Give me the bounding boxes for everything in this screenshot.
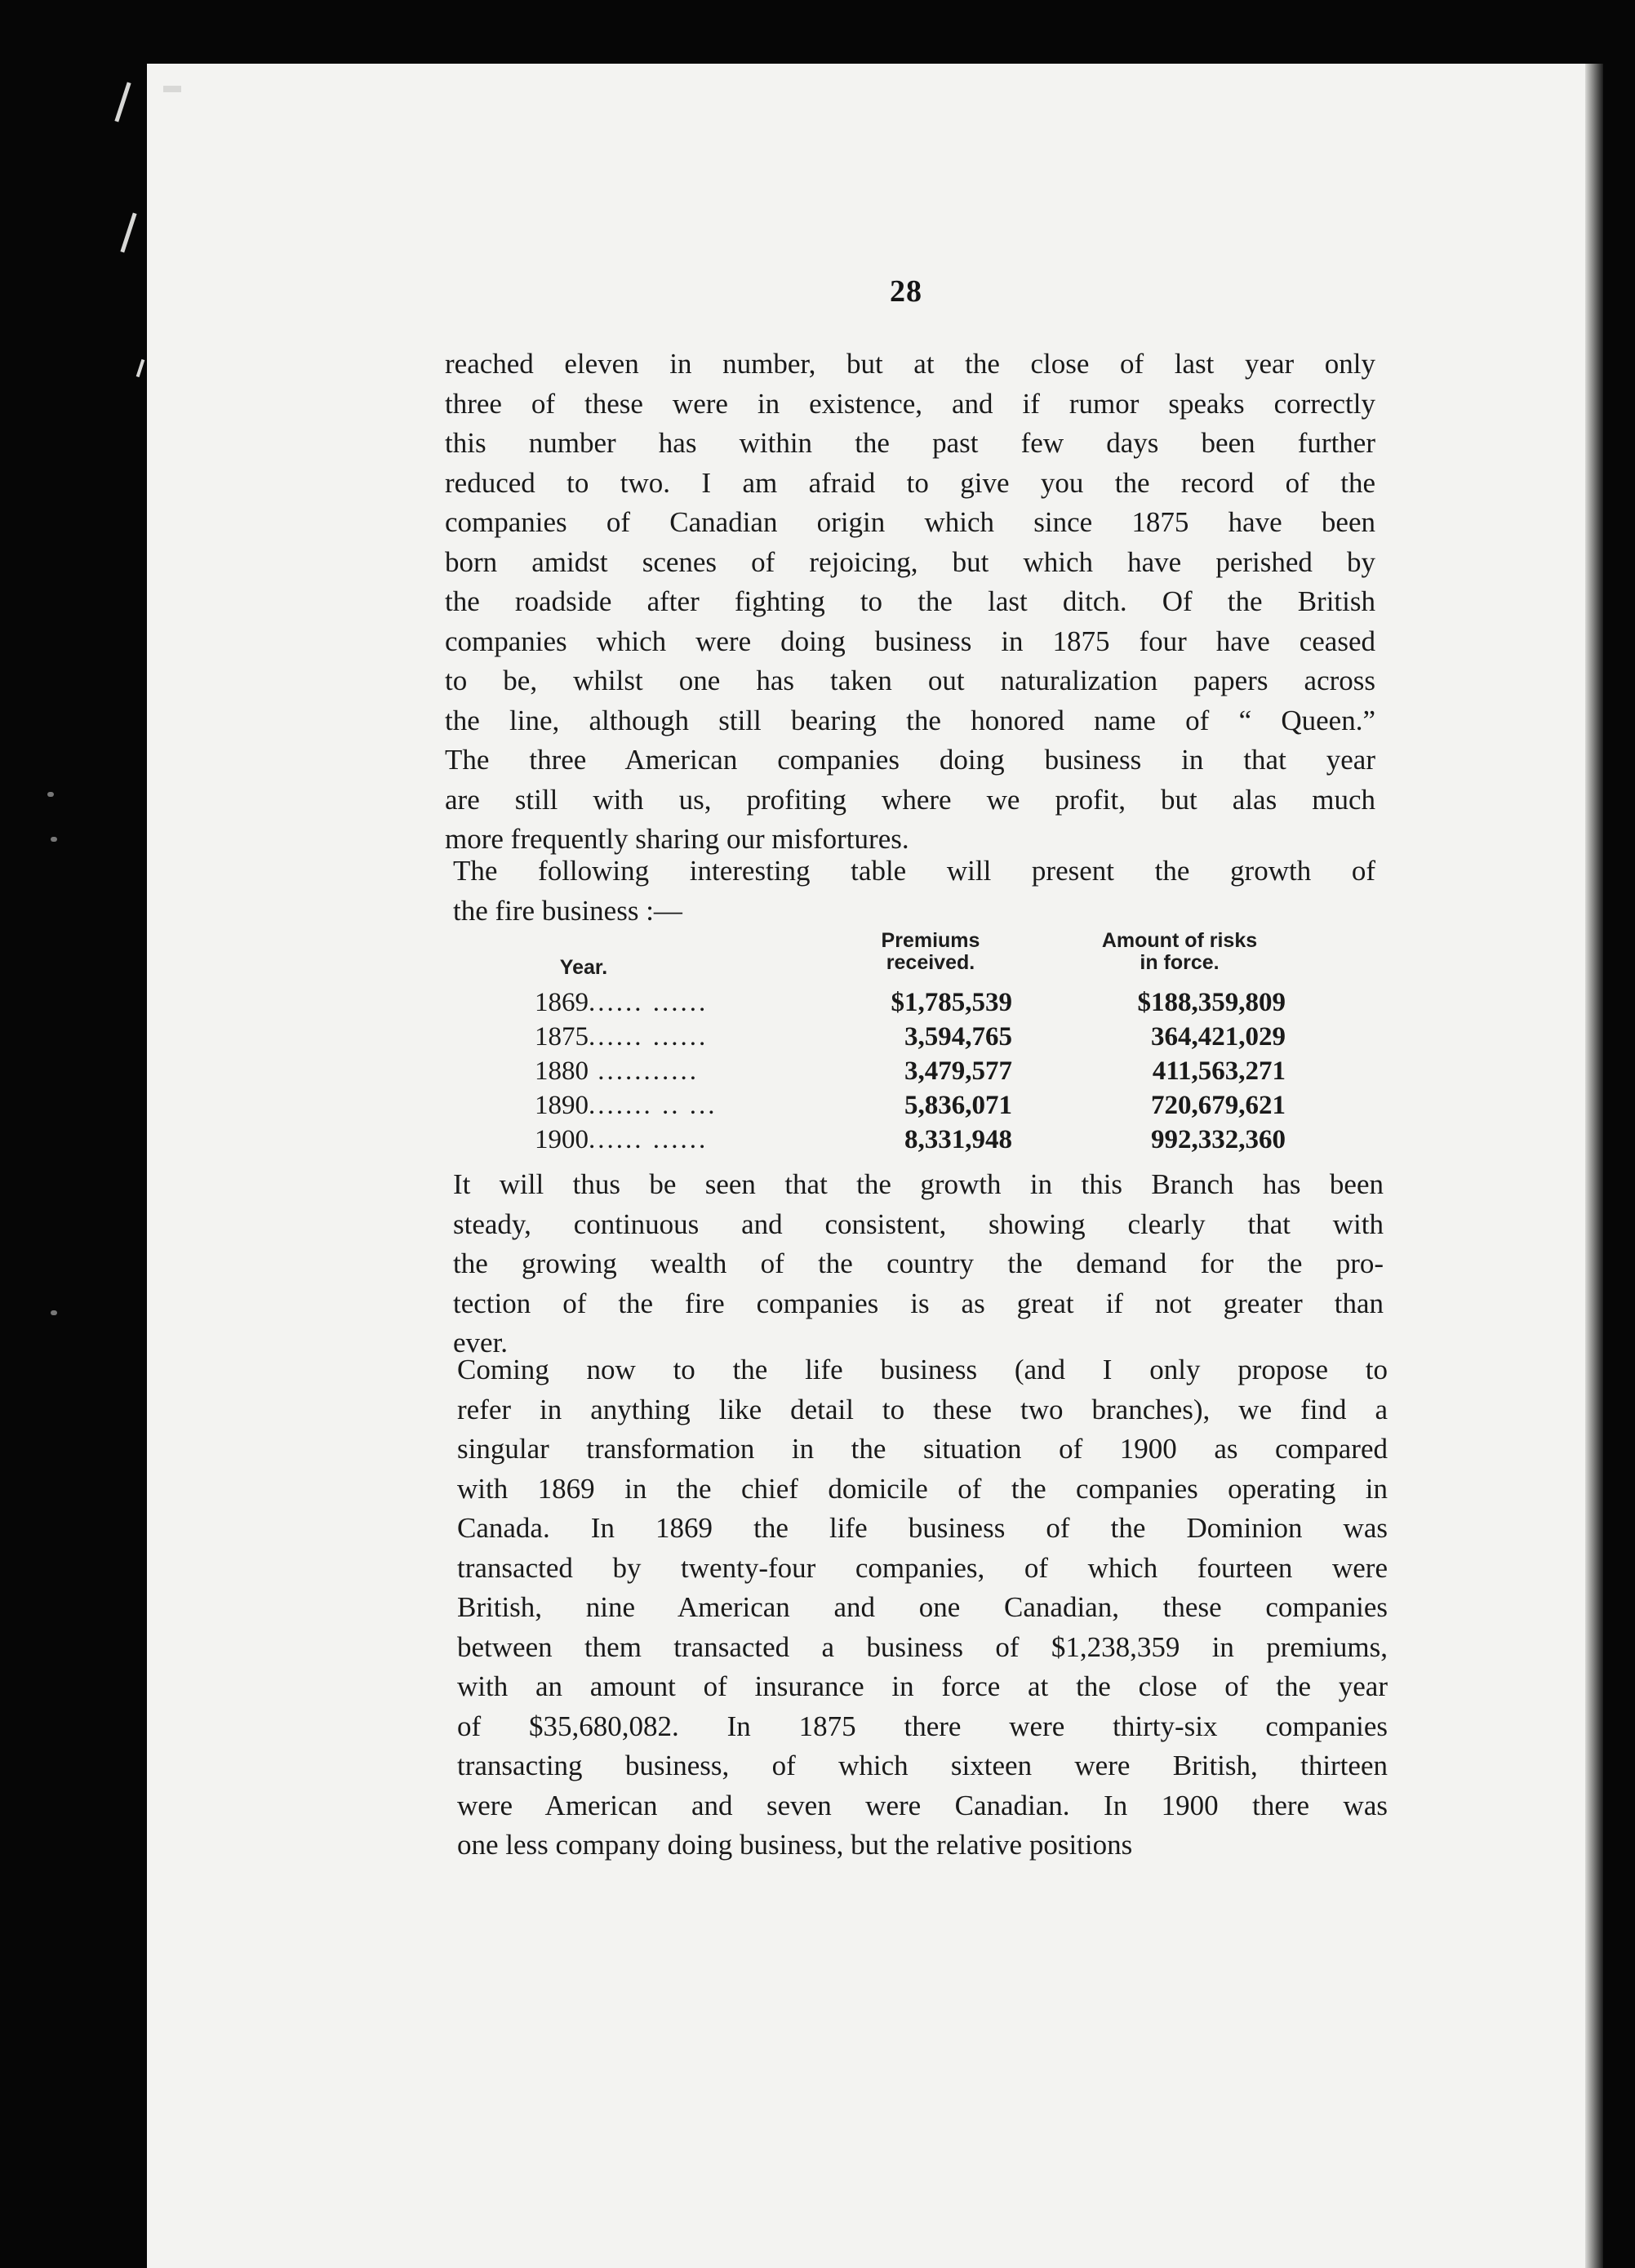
margin-pencil-mark xyxy=(114,82,131,122)
text-line: The following interesting table will present the growth of xyxy=(453,855,1375,887)
table-cell-premiums: 8,331,948 xyxy=(904,1125,1012,1154)
table-header-year: Year. xyxy=(559,956,608,979)
text-line: three of these were in existence, and if rumor speaks correctly xyxy=(445,387,1375,420)
text-line: reduced to two. I am afraid to give you the record of the xyxy=(445,466,1375,499)
text-line: transacting business, of which sixteen were British, thirteen xyxy=(457,1750,1388,1781)
table-cell-year: 1869...... ...... xyxy=(535,988,709,1017)
text-line: one less company doing business, but the relative positions xyxy=(457,1829,1133,1861)
text-line: the growing wealth of the country the demand for the pro- xyxy=(453,1247,1384,1279)
text-line: companies of Canadian origin which since 1875 have been xyxy=(445,506,1375,538)
text-line: the line, although still bearing the honored name of “ Queen.” xyxy=(445,704,1375,736)
text-line: ever. xyxy=(453,1327,509,1359)
table-cell-year: 1875...... ...... xyxy=(535,1022,709,1052)
text-line: born amidst scenes of rejoicing, but which have perished by xyxy=(445,545,1375,578)
margin-pencil-mark xyxy=(120,212,136,252)
text-line: with an amount of insurance in force at the close of the year xyxy=(457,1670,1388,1702)
table-cell-amount: 720,679,621 xyxy=(1151,1091,1286,1120)
table-header-premiums: Premiums xyxy=(881,929,980,952)
text-line: It will thus be seen that the growth in this Branch has been xyxy=(453,1168,1384,1200)
text-line: with 1869 in the chief domicile of the companies operating in xyxy=(457,1472,1388,1505)
text-line: transacted by twenty-four companies, of which fourteen were xyxy=(457,1551,1388,1584)
table-cell-year: 1890....... .. ... xyxy=(535,1091,718,1120)
table-cell-year: 1900...... ...... xyxy=(535,1125,709,1154)
table-header-premiums-sub: received. xyxy=(886,951,975,974)
margin-pencil-mark xyxy=(163,86,181,92)
table-cell-amount: 364,421,029 xyxy=(1151,1022,1286,1052)
text-line: tection of the fire companies is as great if not greater than xyxy=(453,1287,1384,1319)
table-cell-amount: $188,359,809 xyxy=(1137,988,1286,1017)
table-cell-premiums: 3,479,577 xyxy=(904,1056,1012,1086)
scan-speck xyxy=(47,792,54,797)
text-line: British, nine American and one Canadian, these companies xyxy=(457,1591,1388,1623)
paragraph-3 xyxy=(453,1165,1384,1363)
paragraph-1 xyxy=(445,345,1375,860)
page-edge-shadow xyxy=(1585,64,1603,2268)
text-line: The three American companies doing business in that year xyxy=(445,744,1375,776)
table-cell-amount: 411,563,271 xyxy=(1152,1056,1286,1086)
text-line: to be, whilst one has taken out naturalization papers across xyxy=(445,665,1375,696)
text-line: singular transformation in the situation of 1900 as compared xyxy=(457,1433,1388,1465)
text-line: companies which were doing business in 1875 four have ceased xyxy=(445,625,1375,657)
table-cell-amount: 992,332,360 xyxy=(1151,1125,1286,1154)
table-cell-premiums: $1,785,539 xyxy=(891,988,1012,1017)
text-line: reached eleven in number, but at the close of last year only xyxy=(445,348,1375,380)
text-line: Coming now to the life business (and I only propose to xyxy=(457,1354,1388,1385)
text-line: Canada. In 1869 the life business of the Dominion was xyxy=(457,1512,1388,1544)
table-cell-year: 1880 ........... xyxy=(535,1056,699,1086)
scan-speck xyxy=(51,837,57,842)
paragraph-4 xyxy=(457,1350,1388,1866)
page-number: 28 xyxy=(890,274,922,309)
table-header-amount-sub: in force. xyxy=(1140,951,1220,974)
paragraph-2 xyxy=(453,852,1375,931)
text-line: the roadside after fighting to the last ditch. Of the British xyxy=(445,585,1375,617)
scan-speck xyxy=(51,1310,57,1315)
table-cell-premiums: 3,594,765 xyxy=(904,1022,1012,1052)
text-line: refer in anything like detail to these two branches), we find a xyxy=(457,1393,1388,1425)
text-line: this number has within the past few days been further xyxy=(445,427,1375,459)
text-line: of $35,680,082. In 1875 there were thirty-six companies xyxy=(457,1710,1388,1742)
margin-pencil-mark xyxy=(136,359,145,377)
table-cell-premiums: 5,836,071 xyxy=(904,1091,1012,1120)
text-line: steady, continuous and consistent, showing clearly that with xyxy=(453,1207,1384,1240)
text-line: the fire business :— xyxy=(453,894,682,927)
text-line: more frequently sharing our misfortures. xyxy=(445,823,909,855)
text-line: were American and seven were Canadian. In 1900 there was xyxy=(457,1789,1388,1821)
text-line: between them transacted a business of $1,238,359 in premiums, xyxy=(457,1630,1388,1663)
table-header-amount: Amount of risks xyxy=(1101,929,1258,952)
text-line: are still with us, profiting where we profit, but alas much xyxy=(445,783,1375,816)
